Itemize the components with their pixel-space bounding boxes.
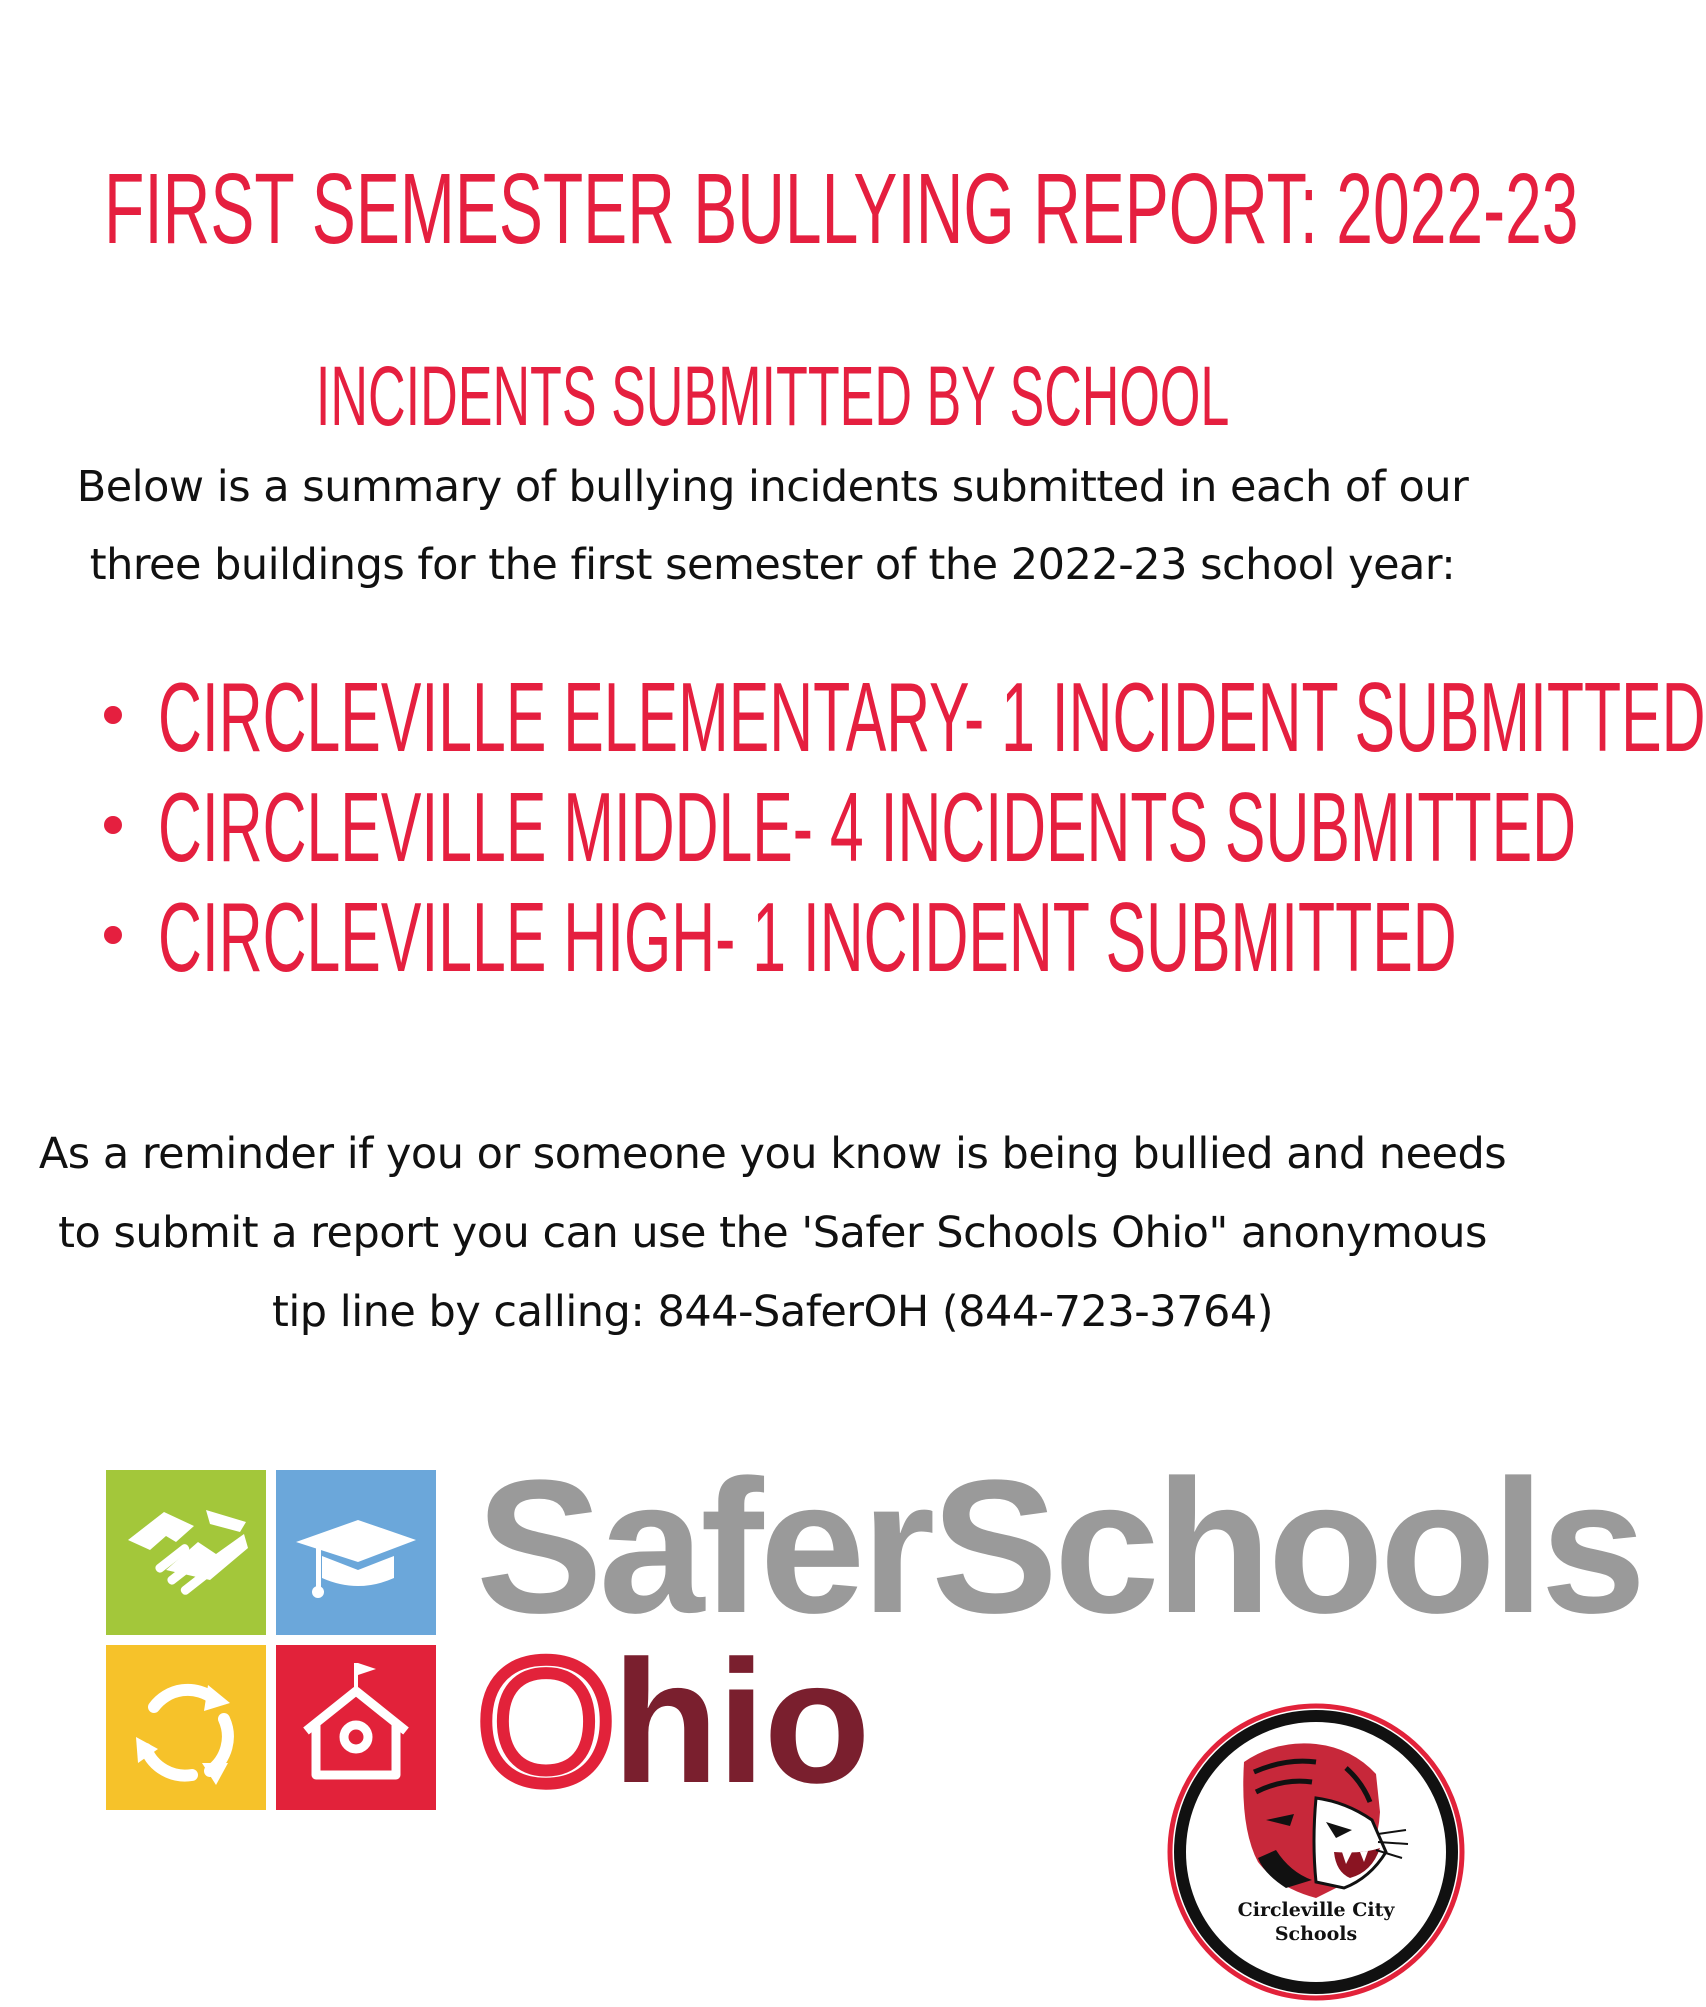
section-heading	[0, 349, 1545, 443]
bullet-icon	[104, 926, 122, 944]
page-title: FIRST SEMESTER BULLYING REPORT: 2022-23	[104, 153, 1579, 265]
reminder-paragraph	[0, 1115, 1545, 1352]
logo-ohio-rest: hio	[612, 1625, 869, 1820]
section-heading-text: INCIDENTS SUBMITTED BY SCHOOL	[315, 349, 1230, 443]
school-incident-label: CIRCLEVILLE ELEMENTARY- 1 INCIDENT SUBMITTED	[158, 662, 1706, 772]
tiger-mascot-icon	[1166, 1702, 1466, 2002]
intro-line: Below is a summary of bullying incidents submitted in each of our	[76, 462, 1469, 512]
graduation-cap-icon	[276, 1470, 436, 1635]
logo-wordmark-ohio	[478, 1625, 869, 1820]
logo-wordmark-safer-schools: SaferSchools	[476, 1441, 1643, 1653]
intro-paragraph	[0, 448, 1545, 604]
circleville-city-schools-seal	[1166, 1702, 1466, 2002]
school-incident-label: CIRCLEVILLE MIDDLE- 4 INCIDENTS SUBMITTED	[158, 772, 1576, 882]
reminder-line: to submit a report you can use the 'Safer Schools Ohio" anonymous	[58, 1208, 1487, 1258]
seal-text	[1166, 1898, 1466, 1946]
reminder-line: As a reminder if you or someone you know is being bullied and needs	[38, 1129, 1507, 1179]
reminder-line: tip line by calling: 844-SaferOH (844-723-3764)	[271, 1287, 1273, 1337]
logo-squares	[106, 1470, 436, 1810]
handshake-icon	[106, 1470, 266, 1635]
logo-ohio-o: O	[478, 1625, 613, 1820]
bullet-icon	[104, 816, 122, 834]
recycle-arrows-icon	[106, 1645, 266, 1810]
intro-line: three buildings for the first semester of the 2022-23 school year:	[89, 540, 1456, 590]
schoolhouse-icon	[276, 1645, 436, 1810]
bullet-icon	[104, 706, 122, 724]
seal-line: Circleville City	[1237, 1899, 1395, 1921]
school-incident-label: CIRCLEVILLE HIGH- 1 INCIDENT SUBMITTED	[158, 882, 1457, 992]
seal-line: Schools	[1274, 1923, 1358, 1945]
